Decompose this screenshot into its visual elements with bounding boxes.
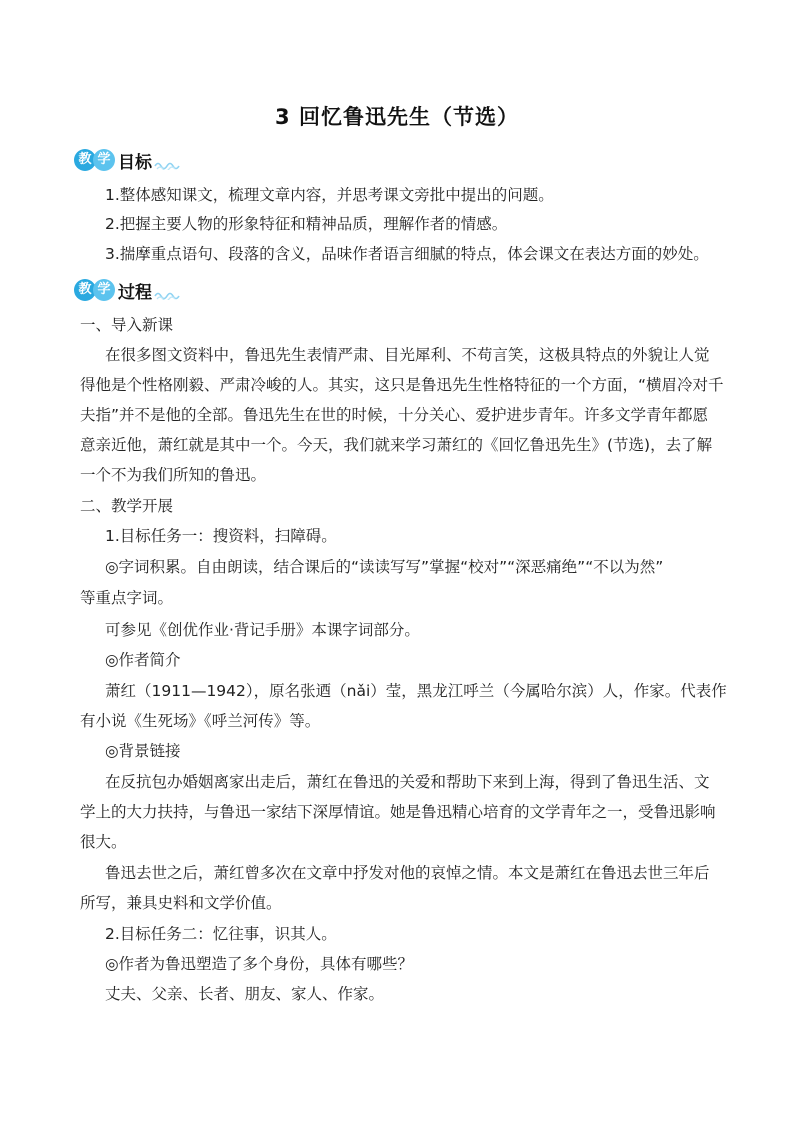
paragraph-line: ◎字词积累。自由朗读，结合课后的“读读写写”掌握“校对”“深恶痛绝”“不以为然”: [105, 558, 664, 576]
paragraph-line: 丈夫、父亲、长者、朋友、家人、作家。: [105, 985, 385, 1003]
paragraph-line: 在很多图文资料中，鲁迅先生表情严肃、目光犀利、不苟言笑，这极具特点的外貌让人觉: [105, 346, 710, 364]
section-label: 目标: [118, 152, 152, 173]
section-badge: 教 学: [74, 279, 112, 301]
section-heading-process: [74, 276, 180, 304]
paragraph-line: 很大。: [80, 833, 127, 851]
goal-item: 1.整体感知课文，梳理文章内容，并思考课文旁批中提出的问题。: [105, 186, 554, 204]
section-badge: 教 学: [74, 149, 112, 171]
item-heading: ◎背景链接: [105, 742, 181, 760]
goal-item: 2.把握主要人物的形象特征和精神品质，理解作者的情感。: [105, 215, 508, 233]
item-heading: ◎作者简介: [105, 651, 181, 669]
paragraph-line: 鲁迅去世之后，萧红曾多次在文章中抒发对他的哀悼之情。本文是萧红在鲁迅去世三年后: [105, 864, 710, 882]
paragraph-line: 意亲近他，萧红就是其中一个。今天，我们就来学习萧红的《回忆鲁迅先生》(节选)，去了解: [80, 436, 713, 454]
paragraph-line: 等重点字词。: [80, 589, 174, 607]
section-label: 过程: [118, 282, 152, 303]
paragraph-line: 夫指”并不是他的全部。鲁迅先生在世的时候，十分关心、爱护进步青年。许多文学青年都愿: [80, 406, 709, 424]
paragraph-line: 一个不为我们所知的鲁迅。: [80, 466, 267, 484]
paragraph-line: 有小说《生死场》《呼兰河传》等。: [80, 712, 321, 730]
paragraph-line: 所写，兼具史料和文学价值。: [80, 894, 282, 912]
paragraph-line: 学上的大力扶持，与鲁迅一家结下深厚情谊。她是鲁迅精心培育的文学青年之一，受鲁迅影响: [80, 803, 716, 821]
paragraph-line: 得他是个性格刚毅、严肃冷峻的人。其实，这只是鲁迅先生性格特征的一个方面，“横眉冷对千: [80, 376, 724, 394]
wave-decoration-icon: [154, 160, 180, 170]
wave-decoration-icon: [154, 290, 180, 300]
page-title: 3 回忆鲁迅先生（节选）: [275, 105, 519, 129]
subheading: 二、教学开展: [80, 497, 174, 515]
task-heading: 1.目标任务一：搜资料，扫障碍。: [105, 527, 337, 545]
paragraph-line: 在反抗包办婚姻离家出走后，萧红在鲁迅的关爱和帮助下来到上海，得到了鲁迅生活、文: [105, 773, 710, 791]
paragraph-line: ◎作者为鲁迅塑造了多个身份，具体有哪些？: [105, 955, 414, 973]
task-heading: 2.目标任务二：忆往事，识其人。: [105, 925, 337, 943]
section-heading-goals: [74, 146, 180, 174]
goal-item: 3.揣摩重点语句、段落的含义，品味作者语言细腻的特点，体会课文在表达方面的妙处。: [105, 245, 709, 263]
paragraph-line: 可参见《创优作业·背记手册》本课字词部分。: [105, 621, 420, 639]
paragraph-line: 萧红（1911—1942），原名张迺（nǎi）莹，黑龙江呼兰（今属哈尔滨）人，作家。代表作: [105, 682, 727, 700]
subheading: 一、导入新课: [80, 316, 174, 334]
